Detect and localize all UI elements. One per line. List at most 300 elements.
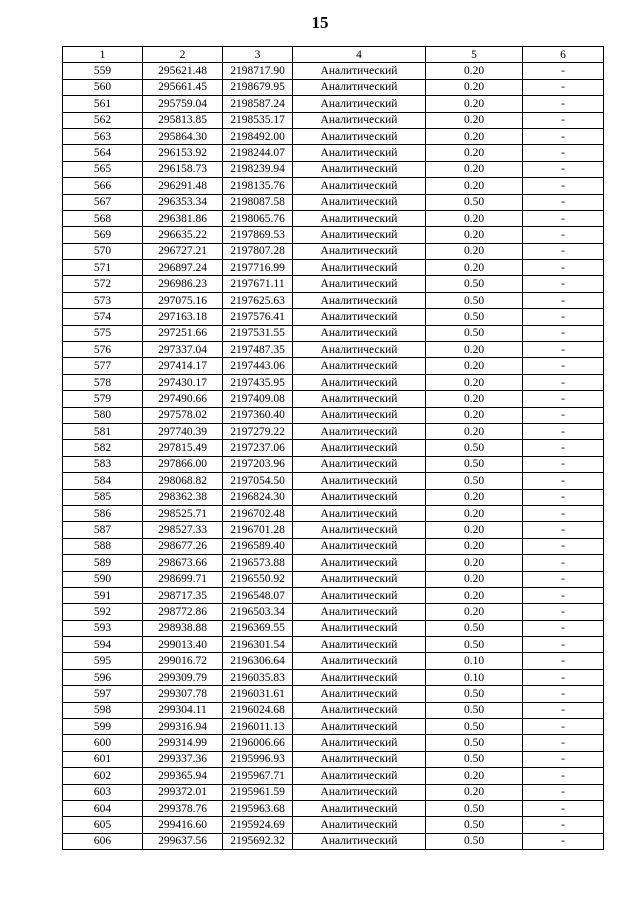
table-row (63, 440, 604, 456)
table-row (63, 833, 604, 849)
point-number-cell: 593 (63, 620, 143, 636)
table-row (63, 276, 604, 292)
x-coordinate-cell: 298699.71 (143, 571, 223, 587)
method-cell: Аналитический (293, 604, 426, 620)
y-coordinate-cell: 2196824.30 (223, 489, 293, 505)
table-row (63, 653, 604, 669)
accuracy-cell: 0.10 (426, 669, 523, 685)
x-coordinate-cell: 299309.79 (143, 669, 223, 685)
note-cell: - (523, 555, 604, 571)
note-cell: - (523, 63, 604, 79)
x-coordinate-cell: 299307.78 (143, 686, 223, 702)
method-cell: Аналитический (293, 833, 426, 849)
point-number-cell: 573 (63, 292, 143, 308)
y-coordinate-cell: 2196589.40 (223, 538, 293, 554)
table-row (63, 423, 604, 439)
table-row (63, 63, 604, 79)
point-number-cell: 594 (63, 637, 143, 653)
method-cell: Аналитический (293, 522, 426, 538)
accuracy-cell: 0.50 (426, 456, 523, 472)
note-cell: - (523, 702, 604, 718)
accuracy-cell: 0.20 (426, 587, 523, 603)
point-number-cell: 581 (63, 423, 143, 439)
note-cell: - (523, 374, 604, 390)
method-cell: Аналитический (293, 96, 426, 112)
note-cell: - (523, 735, 604, 751)
method-cell: Аналитический (293, 489, 426, 505)
x-coordinate-cell: 299304.11 (143, 702, 223, 718)
point-number-cell: 568 (63, 210, 143, 226)
note-cell: - (523, 538, 604, 554)
table-row (63, 522, 604, 538)
accuracy-cell: 0.20 (426, 128, 523, 144)
y-coordinate-cell: 2197279.22 (223, 423, 293, 439)
note-cell: - (523, 637, 604, 653)
y-coordinate-cell: 2198239.94 (223, 161, 293, 177)
note-cell: - (523, 145, 604, 161)
point-number-cell: 603 (63, 784, 143, 800)
method-cell: Аналитический (293, 571, 426, 587)
method-cell: Аналитический (293, 735, 426, 751)
point-number-cell: 595 (63, 653, 143, 669)
point-number-cell: 599 (63, 719, 143, 735)
note-cell: - (523, 79, 604, 95)
table-row (63, 342, 604, 358)
method-cell: Аналитический (293, 407, 426, 423)
y-coordinate-cell: 2195692.32 (223, 833, 293, 849)
accuracy-cell: 0.20 (426, 407, 523, 423)
accuracy-cell: 0.20 (426, 391, 523, 407)
note-cell: - (523, 407, 604, 423)
table-row (63, 128, 604, 144)
point-number-cell: 572 (63, 276, 143, 292)
y-coordinate-cell: 2198087.58 (223, 194, 293, 210)
method-cell: Аналитический (293, 555, 426, 571)
x-coordinate-cell: 296353.34 (143, 194, 223, 210)
x-coordinate-cell: 297490.66 (143, 391, 223, 407)
note-cell: - (523, 243, 604, 259)
method-cell: Аналитический (293, 637, 426, 653)
x-coordinate-cell: 295759.04 (143, 96, 223, 112)
y-coordinate-cell: 2197531.55 (223, 325, 293, 341)
method-cell: Аналитический (293, 719, 426, 735)
method-cell: Аналитический (293, 817, 426, 833)
point-number-cell: 598 (63, 702, 143, 718)
method-cell: Аналитический (293, 456, 426, 472)
x-coordinate-cell: 298527.33 (143, 522, 223, 538)
method-cell: Аналитический (293, 243, 426, 259)
note-cell: - (523, 128, 604, 144)
accuracy-cell: 0.20 (426, 768, 523, 784)
note-cell: - (523, 833, 604, 849)
accuracy-cell: 0.20 (426, 145, 523, 161)
table-row (63, 751, 604, 767)
accuracy-cell: 0.20 (426, 358, 523, 374)
accuracy-cell: 0.20 (426, 604, 523, 620)
x-coordinate-cell: 297430.17 (143, 374, 223, 390)
x-coordinate-cell: 299372.01 (143, 784, 223, 800)
note-cell: - (523, 768, 604, 784)
note-cell: - (523, 358, 604, 374)
point-number-cell: 562 (63, 112, 143, 128)
table-row (63, 407, 604, 423)
table-row (63, 768, 604, 784)
note-cell: - (523, 571, 604, 587)
y-coordinate-cell: 2197360.40 (223, 407, 293, 423)
y-coordinate-cell: 2197237.06 (223, 440, 293, 456)
accuracy-cell: 0.50 (426, 719, 523, 735)
table-row (63, 374, 604, 390)
note-cell: - (523, 800, 604, 816)
note-cell: - (523, 653, 604, 669)
x-coordinate-cell: 297414.17 (143, 358, 223, 374)
accuracy-cell: 0.50 (426, 276, 523, 292)
accuracy-cell: 0.50 (426, 440, 523, 456)
accuracy-cell: 0.50 (426, 751, 523, 767)
point-number-cell: 582 (63, 440, 143, 456)
method-cell: Аналитический (293, 440, 426, 456)
table-row (63, 686, 604, 702)
y-coordinate-cell: 2198717.90 (223, 63, 293, 79)
table-row (63, 587, 604, 603)
y-coordinate-cell: 2196011.13 (223, 719, 293, 735)
accuracy-cell: 0.20 (426, 243, 523, 259)
x-coordinate-cell: 296635.22 (143, 227, 223, 243)
accuracy-cell: 0.10 (426, 653, 523, 669)
column-header-4: 4 (293, 47, 426, 63)
note-cell: - (523, 719, 604, 735)
table-header (63, 47, 604, 63)
y-coordinate-cell: 2197576.41 (223, 309, 293, 325)
method-cell: Аналитический (293, 342, 426, 358)
point-number-cell: 570 (63, 243, 143, 259)
accuracy-cell: 0.20 (426, 210, 523, 226)
method-cell: Аналитический (293, 768, 426, 784)
x-coordinate-cell: 299016.72 (143, 653, 223, 669)
table-row (63, 505, 604, 521)
y-coordinate-cell: 2197203.96 (223, 456, 293, 472)
x-coordinate-cell: 299378.76 (143, 800, 223, 816)
method-cell: Аналитический (293, 473, 426, 489)
accuracy-cell: 0.50 (426, 292, 523, 308)
accuracy-cell: 0.20 (426, 505, 523, 521)
note-cell: - (523, 784, 604, 800)
point-number-cell: 600 (63, 735, 143, 751)
method-cell: Аналитический (293, 194, 426, 210)
point-number-cell: 590 (63, 571, 143, 587)
point-number-cell: 577 (63, 358, 143, 374)
accuracy-cell: 0.50 (426, 702, 523, 718)
point-number-cell: 589 (63, 555, 143, 571)
table-row (63, 817, 604, 833)
table-row (63, 489, 604, 505)
note-cell: - (523, 473, 604, 489)
point-number-cell: 567 (63, 194, 143, 210)
method-cell: Аналитический (293, 358, 426, 374)
point-number-cell: 564 (63, 145, 143, 161)
x-coordinate-cell: 296291.48 (143, 178, 223, 194)
accuracy-cell: 0.20 (426, 178, 523, 194)
point-number-cell: 605 (63, 817, 143, 833)
method-cell: Аналитический (293, 391, 426, 407)
y-coordinate-cell: 2196024.68 (223, 702, 293, 718)
x-coordinate-cell: 295661.45 (143, 79, 223, 95)
table-row (63, 243, 604, 259)
y-coordinate-cell: 2195961.59 (223, 784, 293, 800)
y-coordinate-cell: 2197869.53 (223, 227, 293, 243)
note-cell: - (523, 161, 604, 177)
point-number-cell: 604 (63, 800, 143, 816)
method-cell: Аналитический (293, 276, 426, 292)
note-cell: - (523, 309, 604, 325)
table-row (63, 456, 604, 472)
method-cell: Аналитический (293, 423, 426, 439)
table-row (63, 210, 604, 226)
point-number-cell: 602 (63, 768, 143, 784)
point-number-cell: 578 (63, 374, 143, 390)
accuracy-cell: 0.50 (426, 833, 523, 849)
note-cell: - (523, 620, 604, 636)
method-cell: Аналитический (293, 63, 426, 79)
y-coordinate-cell: 2198535.17 (223, 112, 293, 128)
table-header-row (63, 47, 604, 63)
point-number-cell: 606 (63, 833, 143, 849)
accuracy-cell: 0.20 (426, 374, 523, 390)
method-cell: Аналитический (293, 112, 426, 128)
x-coordinate-cell: 296727.21 (143, 243, 223, 259)
y-coordinate-cell: 2198065.76 (223, 210, 293, 226)
y-coordinate-cell: 2197716.99 (223, 260, 293, 276)
y-coordinate-cell: 2197807.28 (223, 243, 293, 259)
y-coordinate-cell: 2195967.71 (223, 768, 293, 784)
table-row (63, 358, 604, 374)
x-coordinate-cell: 299637.56 (143, 833, 223, 849)
accuracy-cell: 0.20 (426, 96, 523, 112)
note-cell: - (523, 604, 604, 620)
y-coordinate-cell: 2195996.93 (223, 751, 293, 767)
method-cell: Аналитический (293, 751, 426, 767)
table-row (63, 620, 604, 636)
point-number-cell: 565 (63, 161, 143, 177)
note-cell: - (523, 817, 604, 833)
x-coordinate-cell: 295621.48 (143, 63, 223, 79)
x-coordinate-cell: 298772.86 (143, 604, 223, 620)
column-header-2: 2 (143, 47, 223, 63)
accuracy-cell: 0.20 (426, 571, 523, 587)
x-coordinate-cell: 298525.71 (143, 505, 223, 521)
table-row (63, 800, 604, 816)
point-number-cell: 574 (63, 309, 143, 325)
accuracy-cell: 0.20 (426, 784, 523, 800)
table-row (63, 292, 604, 308)
x-coordinate-cell: 297163.18 (143, 309, 223, 325)
table-row (63, 473, 604, 489)
point-number-cell: 559 (63, 63, 143, 79)
y-coordinate-cell: 2196503.34 (223, 604, 293, 620)
point-number-cell: 575 (63, 325, 143, 341)
method-cell: Аналитический (293, 325, 426, 341)
accuracy-cell: 0.20 (426, 423, 523, 439)
accuracy-cell: 0.50 (426, 473, 523, 489)
y-coordinate-cell: 2196006.66 (223, 735, 293, 751)
method-cell: Аналитический (293, 620, 426, 636)
table-row (63, 178, 604, 194)
x-coordinate-cell: 298673.66 (143, 555, 223, 571)
note-cell: - (523, 505, 604, 521)
accuracy-cell: 0.20 (426, 489, 523, 505)
table-row (63, 96, 604, 112)
column-header-1: 1 (63, 47, 143, 63)
page-number: 15 (311, 13, 329, 32)
table-row (63, 112, 604, 128)
y-coordinate-cell: 2198492.00 (223, 128, 293, 144)
y-coordinate-cell: 2197435.95 (223, 374, 293, 390)
point-number-cell: 596 (63, 669, 143, 685)
x-coordinate-cell: 299316.94 (143, 719, 223, 735)
note-cell: - (523, 522, 604, 538)
y-coordinate-cell: 2198587.24 (223, 96, 293, 112)
method-cell: Аналитический (293, 145, 426, 161)
point-number-cell: 576 (63, 342, 143, 358)
point-number-cell: 588 (63, 538, 143, 554)
point-number-cell: 580 (63, 407, 143, 423)
method-cell: Аналитический (293, 178, 426, 194)
table-row (63, 538, 604, 554)
x-coordinate-cell: 299314.99 (143, 735, 223, 751)
point-number-cell: 583 (63, 456, 143, 472)
table-row (63, 604, 604, 620)
method-cell: Аналитический (293, 227, 426, 243)
y-coordinate-cell: 2196702.48 (223, 505, 293, 521)
note-cell: - (523, 325, 604, 341)
note-cell: - (523, 96, 604, 112)
method-cell: Аналитический (293, 702, 426, 718)
y-coordinate-cell: 2197625.63 (223, 292, 293, 308)
x-coordinate-cell: 298068.82 (143, 473, 223, 489)
accuracy-cell: 0.20 (426, 112, 523, 128)
y-coordinate-cell: 2196548.07 (223, 587, 293, 603)
table-row (63, 719, 604, 735)
y-coordinate-cell: 2198244.07 (223, 145, 293, 161)
x-coordinate-cell: 297866.00 (143, 456, 223, 472)
accuracy-cell: 0.20 (426, 538, 523, 554)
table-row (63, 161, 604, 177)
point-number-cell: 592 (63, 604, 143, 620)
coordinates-table (62, 46, 604, 850)
y-coordinate-cell: 2196701.28 (223, 522, 293, 538)
method-cell: Аналитический (293, 161, 426, 177)
table-row (63, 735, 604, 751)
x-coordinate-cell: 296381.86 (143, 210, 223, 226)
y-coordinate-cell: 2195963.68 (223, 800, 293, 816)
y-coordinate-cell: 2196306.64 (223, 653, 293, 669)
note-cell: - (523, 112, 604, 128)
note-cell: - (523, 751, 604, 767)
note-cell: - (523, 227, 604, 243)
note-cell: - (523, 210, 604, 226)
y-coordinate-cell: 2197054.50 (223, 473, 293, 489)
y-coordinate-cell: 2196301.54 (223, 637, 293, 653)
note-cell: - (523, 686, 604, 702)
y-coordinate-cell: 2197409.08 (223, 391, 293, 407)
x-coordinate-cell: 296158.73 (143, 161, 223, 177)
accuracy-cell: 0.50 (426, 194, 523, 210)
column-header-5: 5 (426, 47, 523, 63)
point-number-cell: 560 (63, 79, 143, 95)
accuracy-cell: 0.50 (426, 620, 523, 636)
x-coordinate-cell: 297251.66 (143, 325, 223, 341)
accuracy-cell: 0.50 (426, 735, 523, 751)
method-cell: Аналитический (293, 309, 426, 325)
x-coordinate-cell: 297337.04 (143, 342, 223, 358)
accuracy-cell: 0.20 (426, 342, 523, 358)
method-cell: Аналитический (293, 260, 426, 276)
table-row (63, 79, 604, 95)
column-header-3: 3 (223, 47, 293, 63)
point-number-cell: 584 (63, 473, 143, 489)
method-cell: Аналитический (293, 505, 426, 521)
y-coordinate-cell: 2196369.55 (223, 620, 293, 636)
method-cell: Аналитический (293, 79, 426, 95)
table-row (63, 145, 604, 161)
x-coordinate-cell: 298938.88 (143, 620, 223, 636)
point-number-cell: 587 (63, 522, 143, 538)
accuracy-cell: 0.50 (426, 325, 523, 341)
x-coordinate-cell: 297578.02 (143, 407, 223, 423)
accuracy-cell: 0.20 (426, 555, 523, 571)
point-number-cell: 591 (63, 587, 143, 603)
table-row (63, 637, 604, 653)
method-cell: Аналитический (293, 587, 426, 603)
method-cell: Аналитический (293, 653, 426, 669)
method-cell: Аналитический (293, 210, 426, 226)
note-cell: - (523, 456, 604, 472)
point-number-cell: 586 (63, 505, 143, 521)
note-cell: - (523, 391, 604, 407)
table-row (63, 669, 604, 685)
point-number-cell: 569 (63, 227, 143, 243)
x-coordinate-cell: 298677.26 (143, 538, 223, 554)
x-coordinate-cell: 298717.35 (143, 587, 223, 603)
accuracy-cell: 0.50 (426, 800, 523, 816)
y-coordinate-cell: 2196031.61 (223, 686, 293, 702)
y-coordinate-cell: 2195924.69 (223, 817, 293, 833)
x-coordinate-cell: 295813.85 (143, 112, 223, 128)
y-coordinate-cell: 2196035.83 (223, 669, 293, 685)
method-cell: Аналитический (293, 784, 426, 800)
point-number-cell: 601 (63, 751, 143, 767)
accuracy-cell: 0.20 (426, 227, 523, 243)
x-coordinate-cell: 297740.39 (143, 423, 223, 439)
point-number-cell: 561 (63, 96, 143, 112)
method-cell: Аналитический (293, 686, 426, 702)
table-row (63, 227, 604, 243)
method-cell: Аналитический (293, 538, 426, 554)
note-cell: - (523, 178, 604, 194)
y-coordinate-cell: 2198135.76 (223, 178, 293, 194)
note-cell: - (523, 194, 604, 210)
method-cell: Аналитический (293, 800, 426, 816)
point-number-cell: 579 (63, 391, 143, 407)
accuracy-cell: 0.20 (426, 79, 523, 95)
x-coordinate-cell: 298362.38 (143, 489, 223, 505)
method-cell: Аналитический (293, 669, 426, 685)
point-number-cell: 563 (63, 128, 143, 144)
accuracy-cell: 0.50 (426, 309, 523, 325)
table-row (63, 325, 604, 341)
note-cell: - (523, 440, 604, 456)
note-cell: - (523, 423, 604, 439)
